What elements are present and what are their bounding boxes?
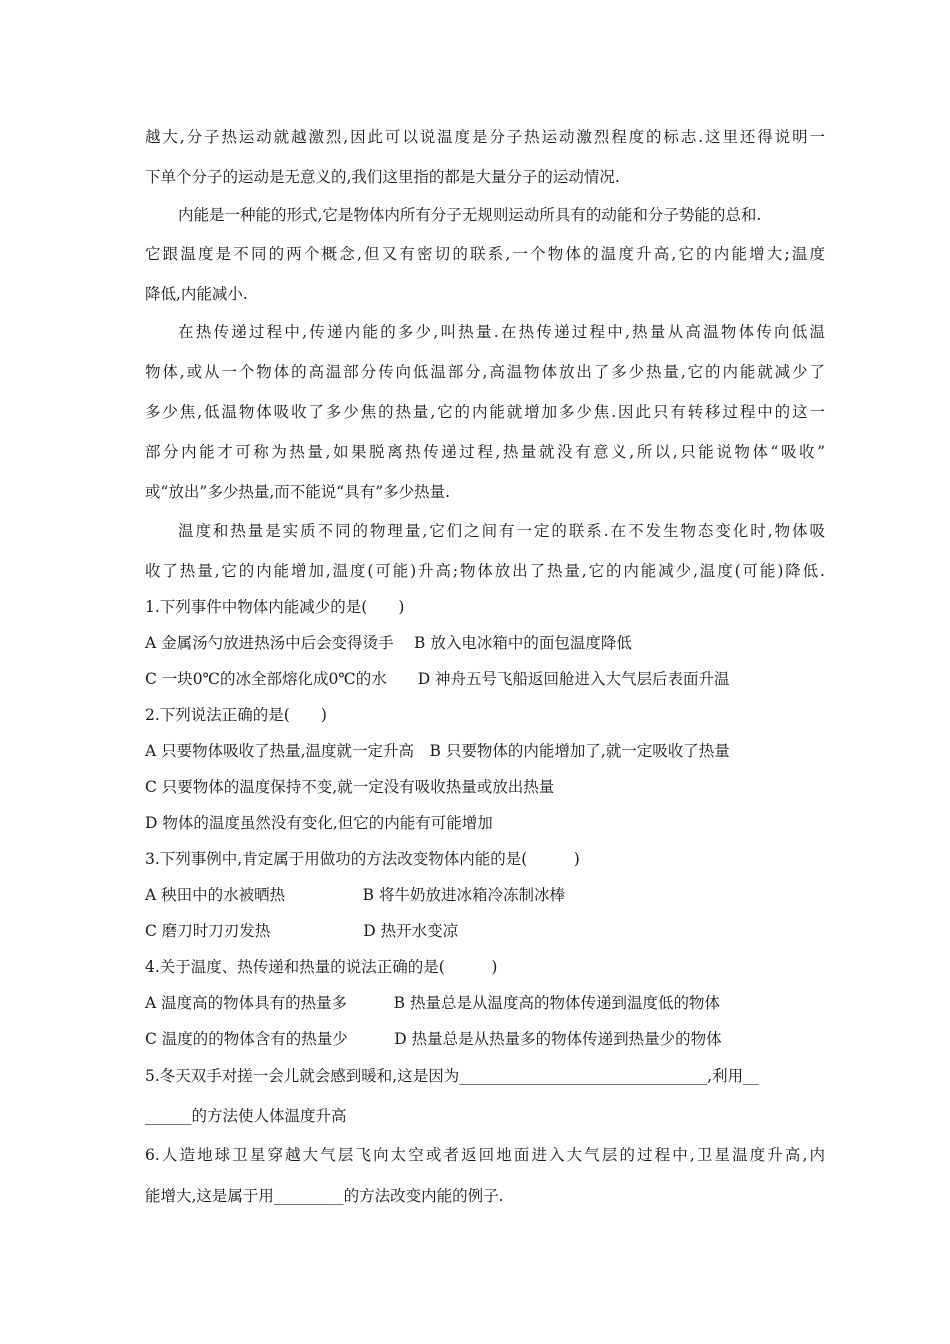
passage-p4-line-1: 温度和热量是实质不同的物理量,它们之间有一定的联系.在不发生物态变化时,物体吸 xyxy=(178,522,825,540)
question-1-options-c-d: C 一块0℃的冰全部熔化成0℃的水 D 神舟五号飞船返回舱进入大气层后表面升温 xyxy=(145,670,730,688)
passage-p4-line-2: 收了热量,它的内能增加,温度(可能)升高;物体放出了热量,它的内能减少,温度(可能)降低. xyxy=(145,562,825,580)
question-2-stem: 2.下列说法正确的是( ) xyxy=(145,706,327,724)
passage-p3-line-5: 或“放出”多少热量,而不能说“具有”多少热量. xyxy=(145,483,451,501)
question-2-options-a-b: A 只要物体吸收了热量,温度就一定升高 B 只要物体的内能增加了,就一定吸收了热量 xyxy=(145,742,730,760)
question-5-line-2: ______的方法使人体温度升高 xyxy=(145,1107,347,1125)
passage-p3-line-3: 多少焦,低温物体吸收了多少焦的热量,它的内能就增加多少焦.因此只有转移过程中的这一 xyxy=(145,403,825,421)
question-3-options-c-d: C 磨刀时刀刃发热 D 热开水变凉 xyxy=(145,922,459,940)
question-4-stem: 4.关于温度、热传递和热量的说法正确的是( ) xyxy=(145,958,498,976)
question-2-option-c: C 只要物体的温度保持不变,就一定没有吸收热量或放出热量 xyxy=(145,778,555,796)
question-1-stem: 1.下列事件中物体内能减少的是( ) xyxy=(145,598,405,616)
question-6-line-1: 6.人造地球卫星穿越大气层飞向太空或者返回地面进入大气层的过程中,卫星温度升高,内 xyxy=(145,1146,825,1164)
question-3-options-a-b: A 秧田中的水被晒热 B 将牛奶放进冰箱冷冻制冰棒 xyxy=(145,886,565,904)
question-3-stem: 3.下列事例中,肯定属于用做功的方法改变物体内能的是( ) xyxy=(145,850,580,868)
passage-p2-line-3: 降低,内能减小. xyxy=(145,285,248,303)
question-2-option-d: D 物体的温度虽然没有变化,但它的内能有可能增加 xyxy=(145,814,493,832)
passage-p3-line-2: 物体,或从一个物体的高温部分传向低温部分,高温物体放出了多少热量,它的内能就减少了 xyxy=(145,363,825,381)
passage-p1-line-1: 越大,分子热运动就越激烈,因此可以说温度是分子热运动激烈程度的标志.这里还得说明一 xyxy=(145,128,825,146)
passage-p1-line-2: 下单个分子的运动是无意义的,我们这里指的都是大量分子的运动情况. xyxy=(145,168,620,186)
question-1-options-a-b: A 金属汤勺放进热汤中后会变得烫手 B 放入电冰箱中的面包温度降低 xyxy=(145,634,632,652)
passage-p2-line-1: 内能是一种能的形式,它是物体内所有分子无规则运动所具有的动能和分子势能的总和. xyxy=(178,206,762,224)
passage-p3-line-1: 在热传递过程中,传递内能的多少,叫热量.在热传递过程中,热量从高温物体传向低温 xyxy=(178,323,825,341)
passage-p3-line-4: 部分内能才可称为热量,如果脱离热传递过程,热量就没有意义,所以,只能说物体“吸收” xyxy=(145,443,825,461)
question-4-options-a-b: A 温度高的物体具有的热量多 B 热量总是从温度高的物体传递到温度低的物体 xyxy=(145,994,720,1012)
passage-p2-line-2: 它跟温度是不同的两个概念,但又有密切的联系,一个物体的温度升高,它的内能增大;温度 xyxy=(145,245,825,263)
question-5-line-1: 5.冬天双手对搓一会儿就会感到暖和,这是因为________________________________,利用__ xyxy=(145,1067,759,1085)
question-6-line-2: 能增大,这是属于用_________的方法改变内能的例子. xyxy=(145,1187,504,1205)
question-4-options-c-d: C 温度的的物体含有的热量少 D 热量总是从热量多的物体传递到热量少的物体 xyxy=(145,1030,722,1048)
